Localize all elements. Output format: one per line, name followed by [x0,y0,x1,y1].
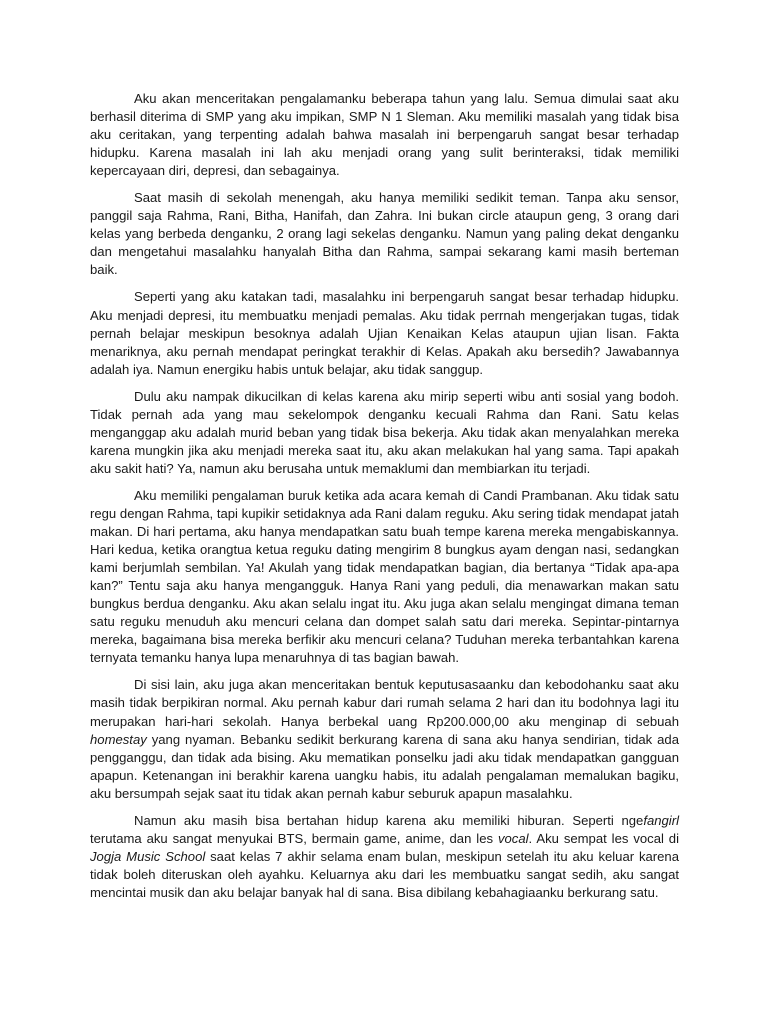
paragraph-7-text-d: saat kelas 7 akhir selama enam bulan, meskipun setelah itu aku keluar karena tidak boleh diteruskan oleh ayahku. Keluarnya aku dari les membuatku sangat sedih, aku sangat mencintai musik dan aku belajar banyak hal di sana. Bisa dibilang kebahagiaanku berkurang satu. [90,848,679,900]
paragraph-7-italic-school: Jogja Music School [90,848,206,864]
paragraph-7-text-c: . Aku sempat les vocal di [528,830,679,846]
paragraph-4-text: Dulu aku nampak dikucilkan di kelas karena aku mirip seperti wibu anti sosial yang bodoh. Tidak pernah ada yang mau sekelompok denganku kecuali Rahma dan Rani. Satu kelas menganggap aku adalah murid beban yang tidak bisa bekerja. Aku tidak akan menyalahkan mereka karena mungkin jika aku menjadi mereka saat itu, aku akan melakukan hal yang sama. Tapi apakah aku sakit hati? Ya, namun aku berusaha untuk memaklumi dan membiarkan itu terjadi. [90,388,679,476]
paragraph-1-text: Aku akan menceritakan pengalamanku beberapa tahun yang lalu. Semua dimulai saat aku berhasil diterima di SMP yang aku impikan, SMP N 1 Sleman. Aku memiliki masalah yang tidak bisa aku ceritakan, yang terpenting adalah bahwa masalah ini berpengaruh sangat besar terhadap hidupku. Karena masalah ini lah aku menjadi orang yang sulit berinteraksi, tidak memiliki kepercayaan diri, depresi, dan sebagainya. [90,91,679,179]
paragraph-1 [90,90,679,180]
paragraph-2 [90,189,679,279]
document-page [90,90,679,911]
paragraph-6-text-a: Di sisi lain, aku juga akan menceritakan bentuk keputusasaanku dan kebodohanku saat aku masih tidak berpikiran normal. Aku pernah kabur dari rumah selama 2 hari dan itu bodohnya lagi itu merupakan hari-hari sekolah. Hanya berbekal uang Rp200.000,00 aku menginap di sebuah [90,677,679,729]
paragraph-7 [90,812,679,902]
paragraph-5 [90,487,679,667]
paragraph-7-italic-vocal: vocal [497,830,529,846]
paragraph-3-text: Seperti yang aku katakan tadi, masalahku ini berpengaruh sangat besar terhadap hidupku. Aku menjadi depresi, itu membuatku menjadi pemalas. Aku tidak perrnah mengerjakan tugas, tidak pernah belajar meskipun besoknya adalah Ujian Kenaikan Kelas ataupun ujian lisan. Fakta menariknya, aku pernah mendapat peringkat terakhir di Kelas. Apakah aku bersedih? Jawabannya adalah iya. Namun energiku habis untuk belajar, aku tidak sanggup. [90,289,679,377]
paragraph-3 [90,288,679,378]
paragraph-6-text-b: yang nyaman. Bebanku sedikit berkurang karena di sana aku hanya sendirian, tidak ada pengganggu, dan tidak ada bising. Aku mematikan ponselku jadi aku tidak mendapatkan gangguan apapun. Ketenangan ini berakhir karena uangku habis, itu adalah pengalaman memalukan bagiku, aku bersumpah sejak saat itu tidak akan pernah kabur seburuk apapun masalahku. [90,731,679,801]
paragraph-6-italic-homestay: homestay [90,731,147,747]
paragraph-7-text-b: terutama aku sangat menyukai BTS, bermain game, anime, dan les [90,830,498,846]
paragraph-2-text: Saat masih di sekolah menengah, aku hanya memiliki sedikit teman. Tanpa aku sensor, panggil saja Rahma, Rani, Bitha, Hanifah, dan Zahra. Ini bukan circle ataupun geng, 3 orang dari kelas yang berbeda denganku, 2 orang lagi sekelas denganku. Namun yang paling dekat denganku dan mengetahui masalahku hanyalah Bitha dan Rahma, sampai sekarang kami masih berteman baik. [90,190,679,278]
paragraph-7-text-a: Namun aku masih bisa bertahan hidup karena aku memiliki hiburan. Seperti nge [134,812,644,828]
paragraph-5-text: Aku memiliki pengalaman buruk ketika ada acara kemah di Candi Prambanan. Aku tidak satu regu dengan Rahma, tapi kupikir setidaknya ada Rani dalam reguku. Aku sering tidak mendapat jatah makan. Di hari pertama, aku hanya mendapatkan satu buah tempe karena mereka mengabiskannya. Hari kedua, ketika orangtua ketua reguku dating mengirim 8 bungkus ayam dengan nasi, sedangkan kami berjumlah sembilan. Ya! Akulah yang tidak mendapatkan bagian, dia bertanya “Tidak apa-apa kan?” Tentu saja aku hanya mengangguk. Hanya Rani yang peduli, dia menawarkan makan satu bungkus berdua denganku. Aku akan selalu ingat itu. Aku juga akan selalu mengingat dimana teman satu reguku menuduh aku mencuri celana dan dompet salah satu dari mereka. Sepintar-pintarnya mereka, bagaimana bisa mereka berfikir aku mencuri celana? Tuduhan mereka terbantahkan karena ternyata temanku hanya lupa menaruhnya di tas bagian bawah. [90,487,679,666]
paragraph-4 [90,388,679,478]
paragraph-6 [90,676,679,802]
paragraph-7-italic-fangirl: fangirl [643,812,679,828]
